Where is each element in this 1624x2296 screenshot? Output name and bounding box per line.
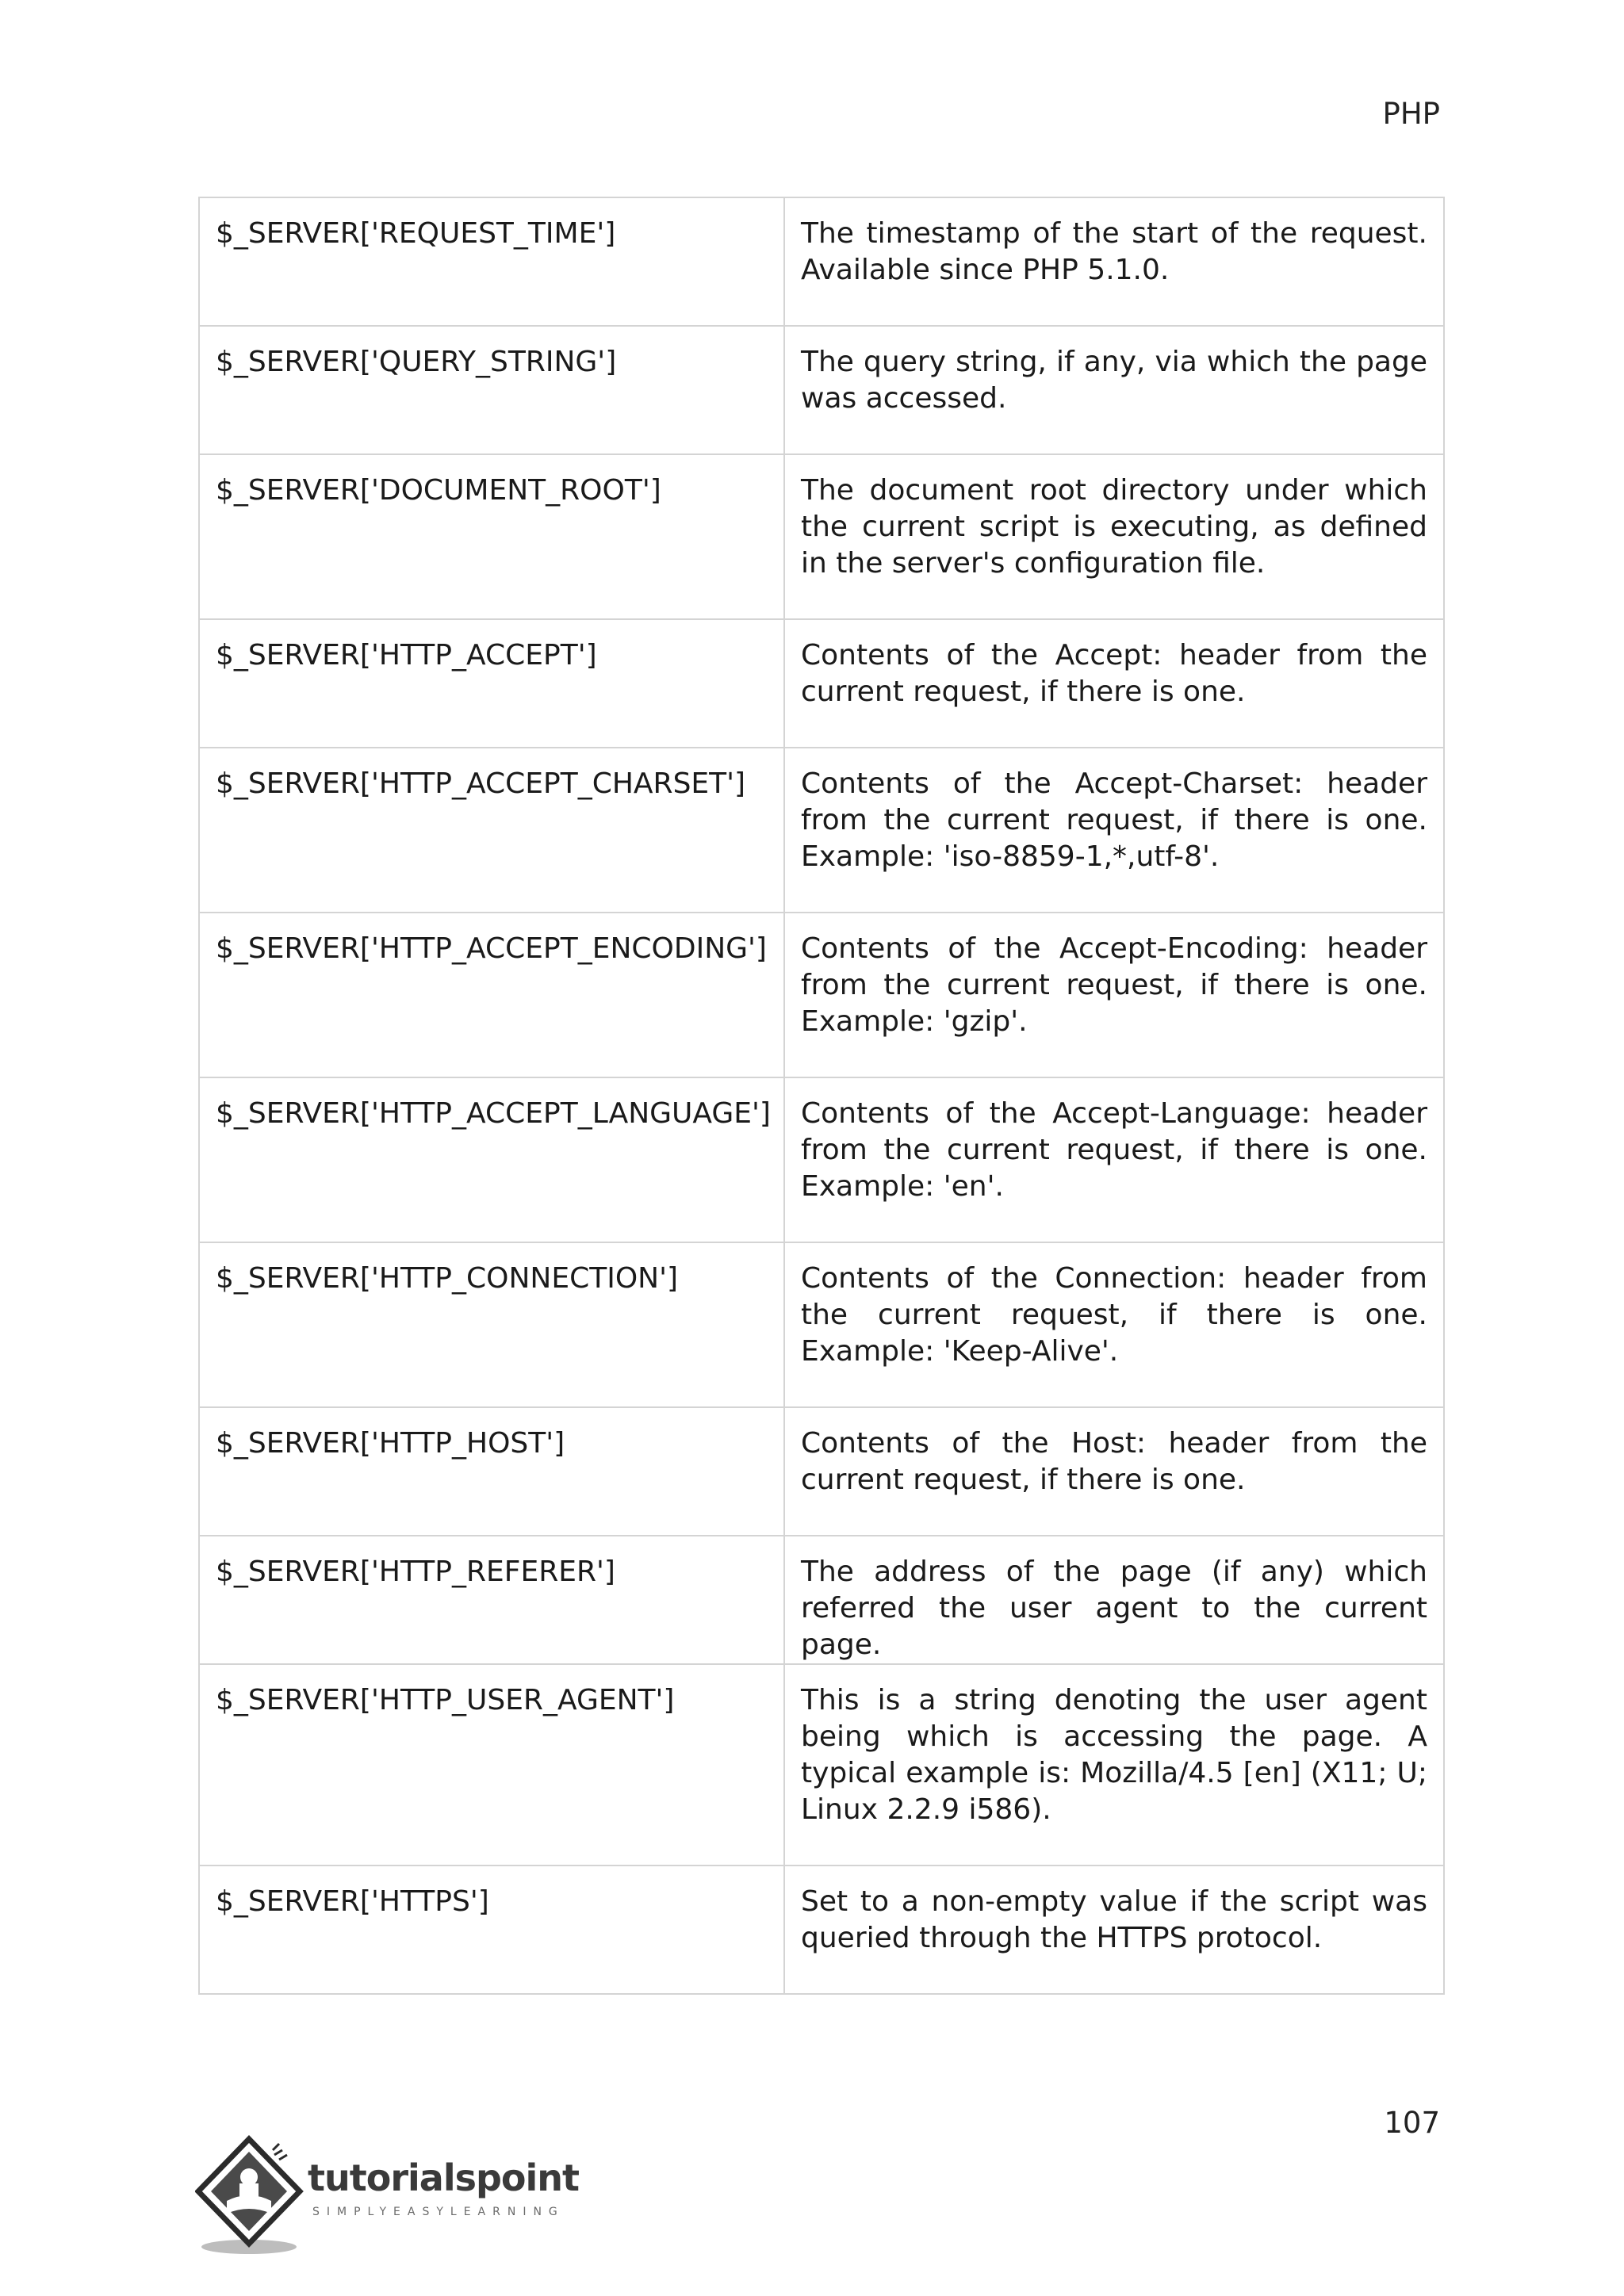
- server-variables-table: [198, 197, 1445, 1995]
- variable-name-cell: $_SERVER['HTTP_ACCEPT']: [199, 619, 784, 748]
- table-row: [199, 1866, 1444, 1994]
- variable-name-cell: $_SERVER['REQUEST_TIME']: [199, 197, 784, 326]
- table-row: [199, 913, 1444, 1077]
- variable-description-cell: The query string, if any, via which the page was accessed.: [784, 326, 1444, 454]
- variable-name-cell: $_SERVER['HTTP_ACCEPT_ENCODING']: [199, 913, 784, 1077]
- table-body: [199, 197, 1444, 1994]
- table-row: [199, 619, 1444, 748]
- variable-description-cell: Contents of the Connection: header from the current request, if there is one. Example: 'Keep-Alive'.: [784, 1242, 1444, 1407]
- logo-wordmark: tutorialspoint: [308, 2156, 580, 2199]
- variable-description-cell: Set to a non-empty value if the script was queried through the HTTPS protocol.: [784, 1866, 1444, 1994]
- logo-tagline: SIMPLYEASYLEARNING: [312, 2206, 565, 2218]
- variable-name-cell: $_SERVER['HTTP_USER_AGENT']: [199, 1664, 784, 1866]
- variable-description-cell: The address of the page (if any) which referred the user agent to the current page.: [784, 1536, 1444, 1664]
- variable-description-cell: Contents of the Accept-Language: header from the current request, if there is one. Example: 'en'.: [784, 1077, 1444, 1242]
- table-row: [199, 1077, 1444, 1242]
- table-row: [199, 1242, 1444, 1407]
- variable-description-cell: Contents of the Accept: header from the current request, if there is one.: [784, 619, 1444, 748]
- table-row: [199, 1536, 1444, 1664]
- variable-description-cell: Contents of the Accept-Encoding: header from the current request, if there is one. Example: 'gzip'.: [784, 913, 1444, 1077]
- variable-name-cell: $_SERVER['HTTP_REFERER']: [199, 1536, 784, 1664]
- table-row: [199, 1664, 1444, 1866]
- variable-name-cell: $_SERVER['HTTP_HOST']: [199, 1407, 784, 1536]
- table-row: [199, 326, 1444, 454]
- table-row: [199, 748, 1444, 913]
- variable-name-cell: $_SERVER['QUERY_STRING']: [199, 326, 784, 454]
- variable-description-cell: Contents of the Accept-Charset: header from the current request, if there is one. Example: 'iso-8859-1,*,utf-8'.: [784, 748, 1444, 913]
- running-header: PHP: [1382, 97, 1440, 131]
- variable-description-cell: This is a string denoting the user agent being which is accessing the page. A typical example is: Mozilla/4.5 [en] (X11; U; Linux 2.2.9 i586).: [784, 1664, 1444, 1866]
- tutorialspoint-logo: [195, 2134, 607, 2261]
- variable-name-cell: $_SERVER['DOCUMENT_ROOT']: [199, 454, 784, 619]
- logo-emblem-icon: [195, 2134, 322, 2261]
- variable-description-cell: The document root directory under which the current script is executing, as defined in the server's configuration file.: [784, 454, 1444, 619]
- variable-name-cell: $_SERVER['HTTP_ACCEPT_CHARSET']: [199, 748, 784, 913]
- variable-description-cell: The timestamp of the start of the request. Available since PHP 5.1.0.: [784, 197, 1444, 326]
- variable-name-cell: $_SERVER['HTTP_CONNECTION']: [199, 1242, 784, 1407]
- table-row: [199, 197, 1444, 326]
- variable-name-cell: $_SERVER['HTTP_ACCEPT_LANGUAGE']: [199, 1077, 784, 1242]
- variable-description-cell: Contents of the Host: header from the current request, if there is one.: [784, 1407, 1444, 1536]
- variable-name-cell: $_SERVER['HTTPS']: [199, 1866, 784, 1994]
- table-row: [199, 454, 1444, 619]
- page-number: 107: [1384, 2106, 1440, 2140]
- table-row: [199, 1407, 1444, 1536]
